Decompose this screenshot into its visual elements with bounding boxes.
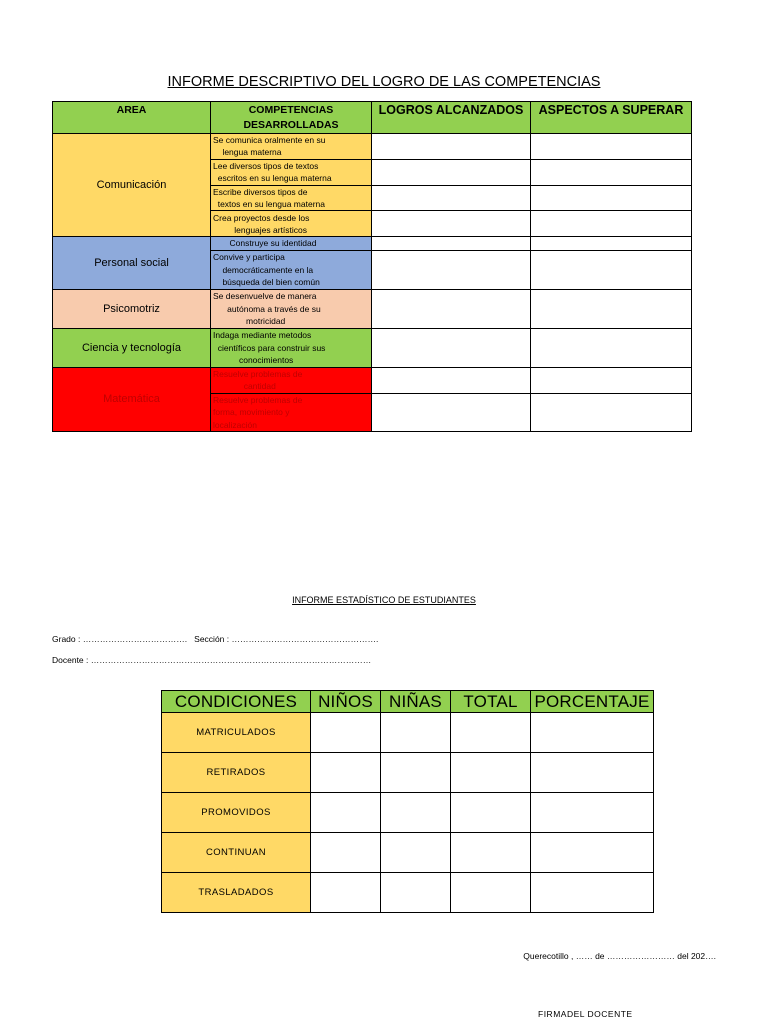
aspectos-cell[interactable]: [531, 328, 692, 367]
ninos-cell[interactable]: [311, 873, 381, 913]
aspectos-cell[interactable]: [531, 250, 692, 289]
condition-trasladados: TRASLADADOS: [162, 873, 311, 913]
competencia-line: Resuelve problemas de: [213, 394, 303, 405]
ninos-cell[interactable]: [311, 753, 381, 793]
header-total: TOTAL: [451, 691, 531, 713]
header-competencias-line2: DESARROLLADAS: [243, 118, 339, 131]
ninos-cell[interactable]: [311, 833, 381, 873]
header-porcentaje: PORCENTAJE: [531, 691, 654, 713]
header-area: AREA: [53, 102, 211, 134]
competencia-line: conocimientos: [213, 355, 294, 366]
grado-seccion-line: Grado : ………………………………. Sección : …………………………………………….: [52, 634, 379, 644]
logros-cell[interactable]: [372, 367, 531, 393]
logros-cell[interactable]: [372, 393, 531, 431]
ninos-cell[interactable]: [311, 793, 381, 833]
porcentaje-cell[interactable]: [531, 793, 654, 833]
aspectos-cell[interactable]: [531, 289, 692, 328]
table-row: [162, 873, 654, 913]
competencia-cell: [211, 367, 372, 393]
area-personal-social: Personal social: [53, 237, 211, 289]
area-comunicacion: Comunicación: [53, 134, 211, 237]
ninas-cell[interactable]: [381, 833, 451, 873]
aspectos-cell[interactable]: [531, 237, 692, 250]
competencia-line: cantidad: [213, 381, 276, 392]
table-row: [162, 793, 654, 833]
aspectos-cell[interactable]: [531, 185, 692, 211]
competencia-line: Indaga mediante metodos: [213, 330, 312, 341]
competencia-cell: [211, 211, 372, 237]
competencia-line: Construye su identidad: [213, 238, 317, 249]
header-ninas: NIÑAS: [381, 691, 451, 713]
logros-cell[interactable]: [372, 185, 531, 211]
competencia-line: científicos para construir sus: [213, 342, 326, 353]
total-cell[interactable]: [451, 833, 531, 873]
total-cell[interactable]: [451, 713, 531, 753]
table-row: [162, 753, 654, 793]
report-title: INFORME DESCRIPTIVO DEL LOGRO DE LAS COMPETENCIAS: [167, 74, 601, 90]
ninas-cell[interactable]: [381, 793, 451, 833]
logros-cell[interactable]: [372, 211, 531, 237]
competencia-line: lenguajes artísticos: [213, 224, 308, 235]
competencia-line: motricidad: [213, 316, 286, 327]
header-competencias-line1: COMPETENCIAS: [248, 103, 334, 116]
competencia-line: democráticamente en la: [213, 264, 314, 275]
teacher-signature-label: FIRMADEL DOCENTE: [538, 1009, 633, 1019]
ninas-cell[interactable]: [381, 873, 451, 913]
competencia-line: escritos en su lengua materna: [213, 173, 332, 184]
total-cell[interactable]: [451, 873, 531, 913]
competencia-cell: [211, 134, 372, 160]
place-date-line: Querecotillo , …… de …………………… del 202….: [523, 951, 716, 961]
ninas-cell[interactable]: [381, 753, 451, 793]
logros-cell[interactable]: [372, 250, 531, 289]
competencias-table: [52, 101, 692, 432]
competencia-line: Crea proyectos desde los: [213, 212, 310, 223]
porcentaje-cell[interactable]: [531, 833, 654, 873]
stats-table: [161, 690, 654, 913]
logros-cell[interactable]: [372, 134, 531, 160]
porcentaje-cell[interactable]: [531, 873, 654, 913]
competencia-line: Se comunica oralmente en su: [213, 135, 326, 145]
area-matematica: Matemática: [53, 367, 211, 431]
condition-retirados: RETIRADOS: [162, 753, 311, 793]
competencia-line: Lee diversos tipos de textos: [213, 160, 319, 171]
competencia-line: Convive y participa: [213, 252, 285, 263]
competencia-line: lengua materna: [213, 147, 282, 158]
condition-continuan: CONTINUAN: [162, 833, 311, 873]
competencia-line: Escribe diversos tipos de: [213, 186, 308, 197]
aspectos-cell[interactable]: [531, 393, 692, 431]
competencia-line: forma, movimiento y: [213, 407, 290, 418]
stats-title: INFORME ESTADÍSTICO DE ESTUDIANTES: [292, 595, 476, 605]
logros-cell[interactable]: [372, 289, 531, 328]
competencia-cell: [211, 289, 372, 328]
header-logros: LOGROS ALCANZADOS: [372, 102, 531, 134]
table-row: [162, 713, 654, 753]
competencia-line: Se desenvuelve de manera: [213, 291, 317, 302]
area-psicomotriz: Psicomotriz: [53, 289, 211, 328]
docente-line: Docente : ………………………………………………………………………………………: [52, 655, 372, 665]
total-cell[interactable]: [451, 793, 531, 833]
competencia-line: búsqueda del bien común: [213, 277, 320, 288]
competencia-cell: [211, 250, 372, 289]
aspectos-cell[interactable]: [531, 159, 692, 185]
table-row: [162, 833, 654, 873]
logros-cell[interactable]: [372, 237, 531, 250]
total-cell[interactable]: [451, 753, 531, 793]
competencia-cell: [211, 185, 372, 211]
header-competencias: [211, 102, 372, 134]
porcentaje-cell[interactable]: [531, 713, 654, 753]
header-aspectos: ASPECTOS A SUPERAR: [531, 102, 692, 134]
condition-promovidos: PROMOVIDOS: [162, 793, 311, 833]
condition-matriculados: MATRICULADOS: [162, 713, 311, 753]
aspectos-cell[interactable]: [531, 367, 692, 393]
competencia-line: Resuelve problemas de: [213, 368, 303, 379]
competencia-line: textos en su lengua materna: [213, 199, 325, 210]
header-ninos: NIÑOS: [311, 691, 381, 713]
competencia-cell: [211, 159, 372, 185]
competencia-line: autónoma a través de su: [213, 303, 321, 314]
porcentaje-cell[interactable]: [531, 753, 654, 793]
area-ciencia-tecnologia: Ciencia y tecnología: [53, 328, 211, 367]
aspectos-cell[interactable]: [531, 134, 692, 160]
competencia-cell: [211, 328, 372, 367]
header-condiciones: CONDICIONES: [162, 691, 311, 713]
ninas-cell[interactable]: [381, 713, 451, 753]
competencia-line: localización: [213, 419, 257, 430]
competencia-cell: [211, 393, 372, 431]
competencia-cell: [211, 237, 372, 250]
ninos-cell[interactable]: [311, 713, 381, 753]
logros-cell[interactable]: [372, 328, 531, 367]
logros-cell[interactable]: [372, 159, 531, 185]
aspectos-cell[interactable]: [531, 211, 692, 237]
